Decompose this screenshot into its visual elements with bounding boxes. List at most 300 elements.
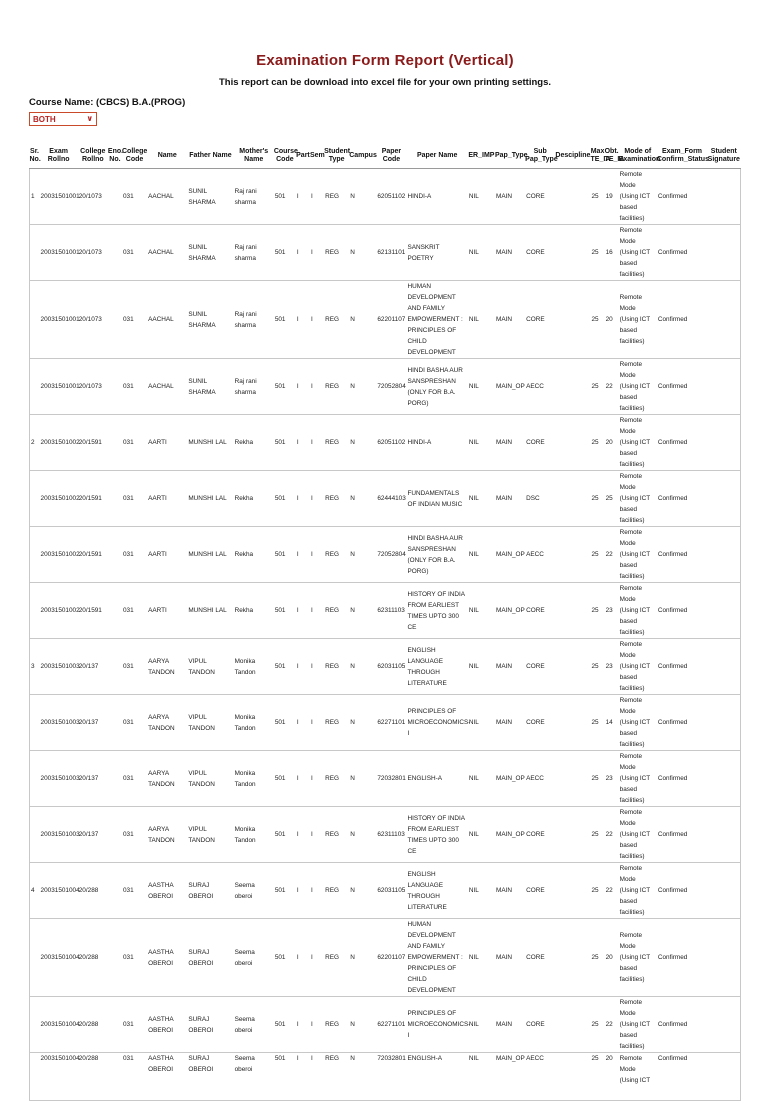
column-header: Exam_Form Confirm_Status (657, 146, 707, 169)
father-name-cell: SUNIL SHARMA (187, 169, 233, 225)
father-name-cell: VIPUL TANDON (187, 639, 233, 695)
father-name-cell: MUNSHI LAL (187, 583, 233, 639)
sub-pap-type-cell: CORE (525, 281, 555, 359)
mother-name-cell: Rekha (234, 527, 274, 583)
obt-cell: 22 (605, 359, 619, 415)
signature-cell (707, 997, 740, 1053)
father-name-cell: VIPUL TANDON (187, 807, 233, 863)
status-cell: Confirmed (657, 169, 707, 225)
table-row (30, 997, 741, 1053)
exam-rollno-cell: 20031501004 (40, 1053, 78, 1101)
course-code-cell: 501 (274, 359, 296, 415)
sem-cell: I (310, 169, 324, 225)
paper-name-cell: ENGLISH-A (407, 751, 468, 807)
status-cell: Confirmed (657, 695, 707, 751)
campus-cell: N (349, 471, 376, 527)
eno-cell (108, 919, 122, 997)
campus-cell: N (349, 919, 376, 997)
pap-type-cell: MAIN_OP (495, 359, 525, 415)
table-row (30, 471, 741, 527)
pap-type-cell: MAIN (495, 281, 525, 359)
max-cell: 25 (591, 471, 605, 527)
paper-name-cell: HISTORY OF INDIA FROM EARLIEST TIMES UPTO 300 CE (407, 807, 468, 863)
mode-cell: Remote Mode (Using ICT based facilities) (619, 471, 657, 527)
paper-code-cell: 62031105 (376, 639, 406, 695)
sr-no-cell: 3 (30, 639, 40, 695)
campus-cell: N (349, 863, 376, 919)
college-code-cell: 031 (122, 751, 147, 807)
signature-cell (707, 359, 740, 415)
pap-type-cell: MAIN (495, 695, 525, 751)
exam-rollno-cell: 20031501001 (40, 225, 78, 281)
mother-name-cell: Monika Tandon (234, 695, 274, 751)
status-cell: Confirmed (657, 863, 707, 919)
er-imp-cell: NIL (468, 225, 495, 281)
mother-name-cell: Raj rani sharma (234, 359, 274, 415)
mode-cell: Remote Mode (Using ICT based facilities) (619, 225, 657, 281)
signature-cell (707, 639, 740, 695)
paper-name-cell: ENGLISH LANGUAGE THROUGH LITERATURE (407, 639, 468, 695)
signature-cell (707, 415, 740, 471)
paper-name-cell: HINDI-A (407, 415, 468, 471)
obt-cell: 22 (605, 997, 619, 1053)
paper-code-cell: 62311103 (376, 807, 406, 863)
table-row (30, 169, 741, 225)
obt-cell: 23 (605, 751, 619, 807)
student-type-cell: REG (324, 639, 349, 695)
pap-type-cell: MAIN_OP (495, 583, 525, 639)
father-name-cell: SUNIL SHARMA (187, 225, 233, 281)
sem-cell: I (310, 751, 324, 807)
status-cell: Confirmed (657, 997, 707, 1053)
mother-name-cell: Seema oberoi (234, 997, 274, 1053)
signature-cell (707, 527, 740, 583)
father-name-cell: SUNIL SHARMA (187, 359, 233, 415)
father-name-cell: VIPUL TANDON (187, 751, 233, 807)
campus-cell: N (349, 639, 376, 695)
obt-cell: 23 (605, 639, 619, 695)
paper-name-cell: HUMAN DEVELOPMENT AND FAMILY EMPOWERMENT : PRINCIPLES OF CHILD DEVELOPMENT (407, 919, 468, 997)
college-rollno-cell: 20/137 (78, 639, 108, 695)
exam-rollno-cell: 20031501004 (40, 919, 78, 997)
eno-cell (108, 225, 122, 281)
mode-cell: Remote Mode (Using ICT based facilities) (619, 169, 657, 225)
college-rollno-cell: 20/288 (78, 1053, 108, 1101)
sem-cell: I (310, 415, 324, 471)
sr-no-cell (30, 695, 40, 751)
mode-cell: Remote Mode (Using ICT based facilities) (619, 807, 657, 863)
status-cell: Confirmed (657, 639, 707, 695)
mode-cell: Remote Mode (Using ICT based facilities) (619, 695, 657, 751)
column-header: Eno. No. (108, 146, 122, 169)
table-row (30, 863, 741, 919)
er-imp-cell: NIL (468, 583, 495, 639)
name-cell: AACHAL (147, 169, 187, 225)
part-cell: I (296, 639, 310, 695)
obt-cell: 20 (605, 919, 619, 997)
father-name-cell: VIPUL TANDON (187, 695, 233, 751)
pap-type-cell: MAIN (495, 169, 525, 225)
sub-pap-type-cell: DSC (525, 471, 555, 527)
paper-name-cell: HISTORY OF INDIA FROM EARLIEST TIMES UPTO 300 CE (407, 583, 468, 639)
paper-name-cell: HINDI-A (407, 169, 468, 225)
sem-cell: I (310, 471, 324, 527)
eno-cell (108, 997, 122, 1053)
exam-rollno-cell: 20031501001 (40, 359, 78, 415)
exam-form-table (29, 146, 741, 1101)
table-row (30, 583, 741, 639)
course-code-cell: 501 (274, 997, 296, 1053)
table-row (30, 359, 741, 415)
part-cell: I (296, 1053, 310, 1101)
column-header: College Rollno (78, 146, 108, 169)
paper-name-cell: PRINCIPLES OF MICROECONOMICS-I (407, 997, 468, 1053)
name-cell: AACHAL (147, 281, 187, 359)
column-header: ER_IMP (468, 146, 495, 169)
er-imp-cell: NIL (468, 415, 495, 471)
campus-cell: N (349, 1053, 376, 1101)
course-code-cell: 501 (274, 751, 296, 807)
sr-no-cell (30, 527, 40, 583)
eno-cell (108, 1053, 122, 1101)
exam-rollno-cell: 20031501001 (40, 281, 78, 359)
eno-cell (108, 863, 122, 919)
mode-cell: Remote Mode (Using ICT based facilities) (619, 863, 657, 919)
exam-rollno-cell: 20031501003 (40, 807, 78, 863)
sem-cell: I (310, 863, 324, 919)
sr-no-cell (30, 225, 40, 281)
er-imp-cell: NIL (468, 997, 495, 1053)
college-code-cell: 031 (122, 527, 147, 583)
sem-cell: I (310, 281, 324, 359)
signature-cell (707, 751, 740, 807)
college-code-cell: 031 (122, 471, 147, 527)
column-header: Mother's Name (234, 146, 274, 169)
signature-cell (707, 225, 740, 281)
mode-cell: Remote Mode (Using ICT based facilities) (619, 751, 657, 807)
er-imp-cell: NIL (468, 695, 495, 751)
pap-type-cell: MAIN_OP (495, 751, 525, 807)
table-row (30, 639, 741, 695)
sem-cell: I (310, 583, 324, 639)
student-type-cell: REG (324, 583, 349, 639)
name-cell: AARTI (147, 415, 187, 471)
er-imp-cell: NIL (468, 471, 495, 527)
exam-rollno-cell: 20031501004 (40, 863, 78, 919)
obt-cell: 22 (605, 807, 619, 863)
sem-cell: I (310, 639, 324, 695)
exam-rollno-cell: 20031501003 (40, 751, 78, 807)
name-cell: AASTHA OBEROI (147, 997, 187, 1053)
column-header: Pap_Type (495, 146, 525, 169)
eno-cell (108, 583, 122, 639)
column-header: Max TE_IA (591, 146, 605, 169)
mode-cell: Remote Mode (Using ICT (619, 1053, 657, 1101)
paper-code-cell: 62271101 (376, 695, 406, 751)
mother-name-cell: Seema oberoi (234, 919, 274, 997)
max-cell: 25 (591, 997, 605, 1053)
mode-cell: Remote Mode (Using ICT based facilities) (619, 919, 657, 997)
paper-code-cell: 62051102 (376, 169, 406, 225)
column-header: College Code (122, 146, 147, 169)
obt-cell: 19 (605, 169, 619, 225)
eno-cell (108, 807, 122, 863)
exam-rollno-cell: 20031501002 (40, 583, 78, 639)
name-cell: AARYA TANDON (147, 751, 187, 807)
college-code-cell: 031 (122, 807, 147, 863)
name-cell: AACHAL (147, 225, 187, 281)
column-header: Mode of Examination (619, 146, 657, 169)
er-imp-cell: NIL (468, 863, 495, 919)
course-code-cell: 501 (274, 169, 296, 225)
table-row (30, 1053, 741, 1101)
filter-select[interactable] (29, 112, 97, 126)
exam-rollno-cell: 20031501001 (40, 169, 78, 225)
student-type-cell: REG (324, 359, 349, 415)
name-cell: AARYA TANDON (147, 639, 187, 695)
column-header: Sem (310, 146, 324, 169)
signature-cell (707, 1053, 740, 1101)
column-header: Paper Name (407, 146, 468, 169)
obt-cell: 22 (605, 527, 619, 583)
max-cell: 25 (591, 583, 605, 639)
paper-code-cell: 72052804 (376, 359, 406, 415)
father-name-cell: SURAJ OBEROI (187, 863, 233, 919)
part-cell: I (296, 527, 310, 583)
mother-name-cell: Rekha (234, 583, 274, 639)
college-code-cell: 031 (122, 863, 147, 919)
part-cell: I (296, 169, 310, 225)
course-code-cell: 501 (274, 415, 296, 471)
campus-cell: N (349, 751, 376, 807)
er-imp-cell: NIL (468, 527, 495, 583)
sub-pap-type-cell: CORE (525, 807, 555, 863)
max-cell: 25 (591, 415, 605, 471)
sub-pap-type-cell: CORE (525, 695, 555, 751)
er-imp-cell: NIL (468, 807, 495, 863)
exam-rollno-cell: 20031501003 (40, 639, 78, 695)
sub-pap-type-cell: CORE (525, 415, 555, 471)
column-header: Exam Rollno (40, 146, 78, 169)
course-code-cell: 501 (274, 863, 296, 919)
obt-cell: 20 (605, 281, 619, 359)
course-code-cell: 501 (274, 1053, 296, 1101)
mother-name-cell: Monika Tandon (234, 807, 274, 863)
exam-rollno-cell: 20031501002 (40, 527, 78, 583)
name-cell: AASTHA OBEROI (147, 863, 187, 919)
father-name-cell: SURAJ OBEROI (187, 919, 233, 997)
part-cell: I (296, 583, 310, 639)
course-code-cell: 501 (274, 807, 296, 863)
sub-pap-type-cell: CORE (525, 225, 555, 281)
mother-name-cell: Rekha (234, 471, 274, 527)
paper-name-cell: HINDI BASHA AUR SANSPRESHAN (ONLY FOR B.A. PORG) (407, 359, 468, 415)
status-cell: Confirmed (657, 751, 707, 807)
mode-cell: Remote Mode (Using ICT based facilities) (619, 415, 657, 471)
part-cell: I (296, 863, 310, 919)
part-cell: I (296, 695, 310, 751)
pap-type-cell: MAIN (495, 415, 525, 471)
table-header-row (30, 146, 741, 169)
table-row (30, 225, 741, 281)
student-type-cell: REG (324, 751, 349, 807)
eno-cell (108, 281, 122, 359)
course-code-cell: 501 (274, 639, 296, 695)
course-code-cell: 501 (274, 527, 296, 583)
sub-pap-type-cell: AECC (525, 359, 555, 415)
father-name-cell: MUNSHI LAL (187, 527, 233, 583)
sr-no-cell (30, 997, 40, 1053)
mode-cell: Remote Mode (Using ICT based facilities) (619, 281, 657, 359)
paper-code-cell: 72032801 (376, 751, 406, 807)
descipline-cell (555, 919, 590, 997)
sem-cell: I (310, 527, 324, 583)
descipline-cell (555, 1053, 590, 1101)
chevron-down-icon: ∨ (86, 114, 93, 123)
column-header: Sub Pap_Type (525, 146, 555, 169)
part-cell: I (296, 751, 310, 807)
college-code-cell: 031 (122, 359, 147, 415)
column-header: Sr. No. (30, 146, 40, 169)
campus-cell: N (349, 695, 376, 751)
pap-type-cell: MAIN_OP (495, 527, 525, 583)
paper-name-cell: ENGLISH LANGUAGE THROUGH LITERATURE (407, 863, 468, 919)
signature-cell (707, 281, 740, 359)
pap-type-cell: MAIN (495, 225, 525, 281)
eno-cell (108, 471, 122, 527)
column-header: Father Name (187, 146, 233, 169)
max-cell: 25 (591, 639, 605, 695)
table-row (30, 281, 741, 359)
sub-pap-type-cell: AECC (525, 1053, 555, 1101)
campus-cell: N (349, 583, 376, 639)
sr-no-cell: 4 (30, 863, 40, 919)
father-name-cell: SURAJ OBEROI (187, 1053, 233, 1101)
max-cell: 25 (591, 225, 605, 281)
er-imp-cell: NIL (468, 281, 495, 359)
course-name-label: Course Name: (CBCS) B.A.(PROG) (29, 97, 186, 108)
mode-cell: Remote Mode (Using ICT based facilities) (619, 359, 657, 415)
sub-pap-type-cell: AECC (525, 527, 555, 583)
status-cell: Confirmed (657, 583, 707, 639)
signature-cell (707, 695, 740, 751)
sr-no-cell (30, 359, 40, 415)
student-type-cell: REG (324, 863, 349, 919)
descipline-cell (555, 583, 590, 639)
obt-cell: 23 (605, 583, 619, 639)
college-code-cell: 031 (122, 1053, 147, 1101)
father-name-cell: SURAJ OBEROI (187, 997, 233, 1053)
part-cell: I (296, 919, 310, 997)
campus-cell: N (349, 359, 376, 415)
sem-cell: I (310, 695, 324, 751)
campus-cell: N (349, 997, 376, 1053)
paper-name-cell: PRINCIPLES OF MICROECONOMICS-I (407, 695, 468, 751)
college-rollno-cell: 20/288 (78, 997, 108, 1053)
mother-name-cell: Seema oberoi (234, 863, 274, 919)
part-cell: I (296, 807, 310, 863)
student-type-cell: REG (324, 169, 349, 225)
descipline-cell (555, 639, 590, 695)
status-cell: Confirmed (657, 807, 707, 863)
college-rollno-cell: 20/1073 (78, 359, 108, 415)
max-cell: 25 (591, 281, 605, 359)
paper-code-cell: 62311103 (376, 583, 406, 639)
campus-cell: N (349, 527, 376, 583)
college-code-cell: 031 (122, 919, 147, 997)
signature-cell (707, 583, 740, 639)
paper-name-cell: HUMAN DEVELOPMENT AND FAMILY EMPOWERMENT : PRINCIPLES OF CHILD DEVELOPMENT (407, 281, 468, 359)
sem-cell: I (310, 919, 324, 997)
sr-no-cell (30, 919, 40, 997)
college-rollno-cell: 20/1591 (78, 527, 108, 583)
status-cell: Confirmed (657, 281, 707, 359)
pap-type-cell: MAIN (495, 471, 525, 527)
descipline-cell (555, 997, 590, 1053)
eno-cell (108, 359, 122, 415)
signature-cell (707, 919, 740, 997)
eno-cell (108, 415, 122, 471)
paper-code-cell: 62444103 (376, 471, 406, 527)
max-cell: 25 (591, 751, 605, 807)
status-cell: Confirmed (657, 415, 707, 471)
mother-name-cell: Raj rani sharma (234, 225, 274, 281)
max-cell: 25 (591, 359, 605, 415)
father-name-cell: MUNSHI LAL (187, 415, 233, 471)
part-cell: I (296, 415, 310, 471)
descipline-cell (555, 281, 590, 359)
student-type-cell: REG (324, 695, 349, 751)
father-name-cell: SUNIL SHARMA (187, 281, 233, 359)
pap-type-cell: MAIN (495, 997, 525, 1053)
table-row (30, 919, 741, 997)
sem-cell: I (310, 997, 324, 1053)
course-code-cell: 501 (274, 919, 296, 997)
sub-pap-type-cell: CORE (525, 863, 555, 919)
name-cell: AARYA TANDON (147, 695, 187, 751)
college-rollno-cell: 20/1591 (78, 583, 108, 639)
name-cell: AARYA TANDON (147, 807, 187, 863)
sr-no-cell: 2 (30, 415, 40, 471)
er-imp-cell: NIL (468, 169, 495, 225)
paper-code-cell: 72052804 (376, 527, 406, 583)
college-rollno-cell: 20/1073 (78, 169, 108, 225)
mother-name-cell: Seema oberoi (234, 1053, 274, 1101)
name-cell: AARTI (147, 527, 187, 583)
signature-cell (707, 169, 740, 225)
max-cell: 25 (591, 695, 605, 751)
paper-code-cell: 62131101 (376, 225, 406, 281)
signature-cell (707, 807, 740, 863)
paper-code-cell: 62201107 (376, 281, 406, 359)
sr-no-cell (30, 751, 40, 807)
sub-pap-type-cell: CORE (525, 997, 555, 1053)
sem-cell: I (310, 807, 324, 863)
mode-cell: Remote Mode (Using ICT based facilities) (619, 997, 657, 1053)
college-code-cell: 031 (122, 583, 147, 639)
campus-cell: N (349, 415, 376, 471)
table-row (30, 751, 741, 807)
column-header: Course Code (274, 146, 296, 169)
column-header: Descipline (555, 146, 590, 169)
course-code-cell: 501 (274, 583, 296, 639)
table-row (30, 415, 741, 471)
max-cell: 25 (591, 1053, 605, 1101)
sub-pap-type-cell: CORE (525, 583, 555, 639)
college-code-cell: 031 (122, 281, 147, 359)
eno-cell (108, 695, 122, 751)
table-body (30, 169, 741, 1101)
